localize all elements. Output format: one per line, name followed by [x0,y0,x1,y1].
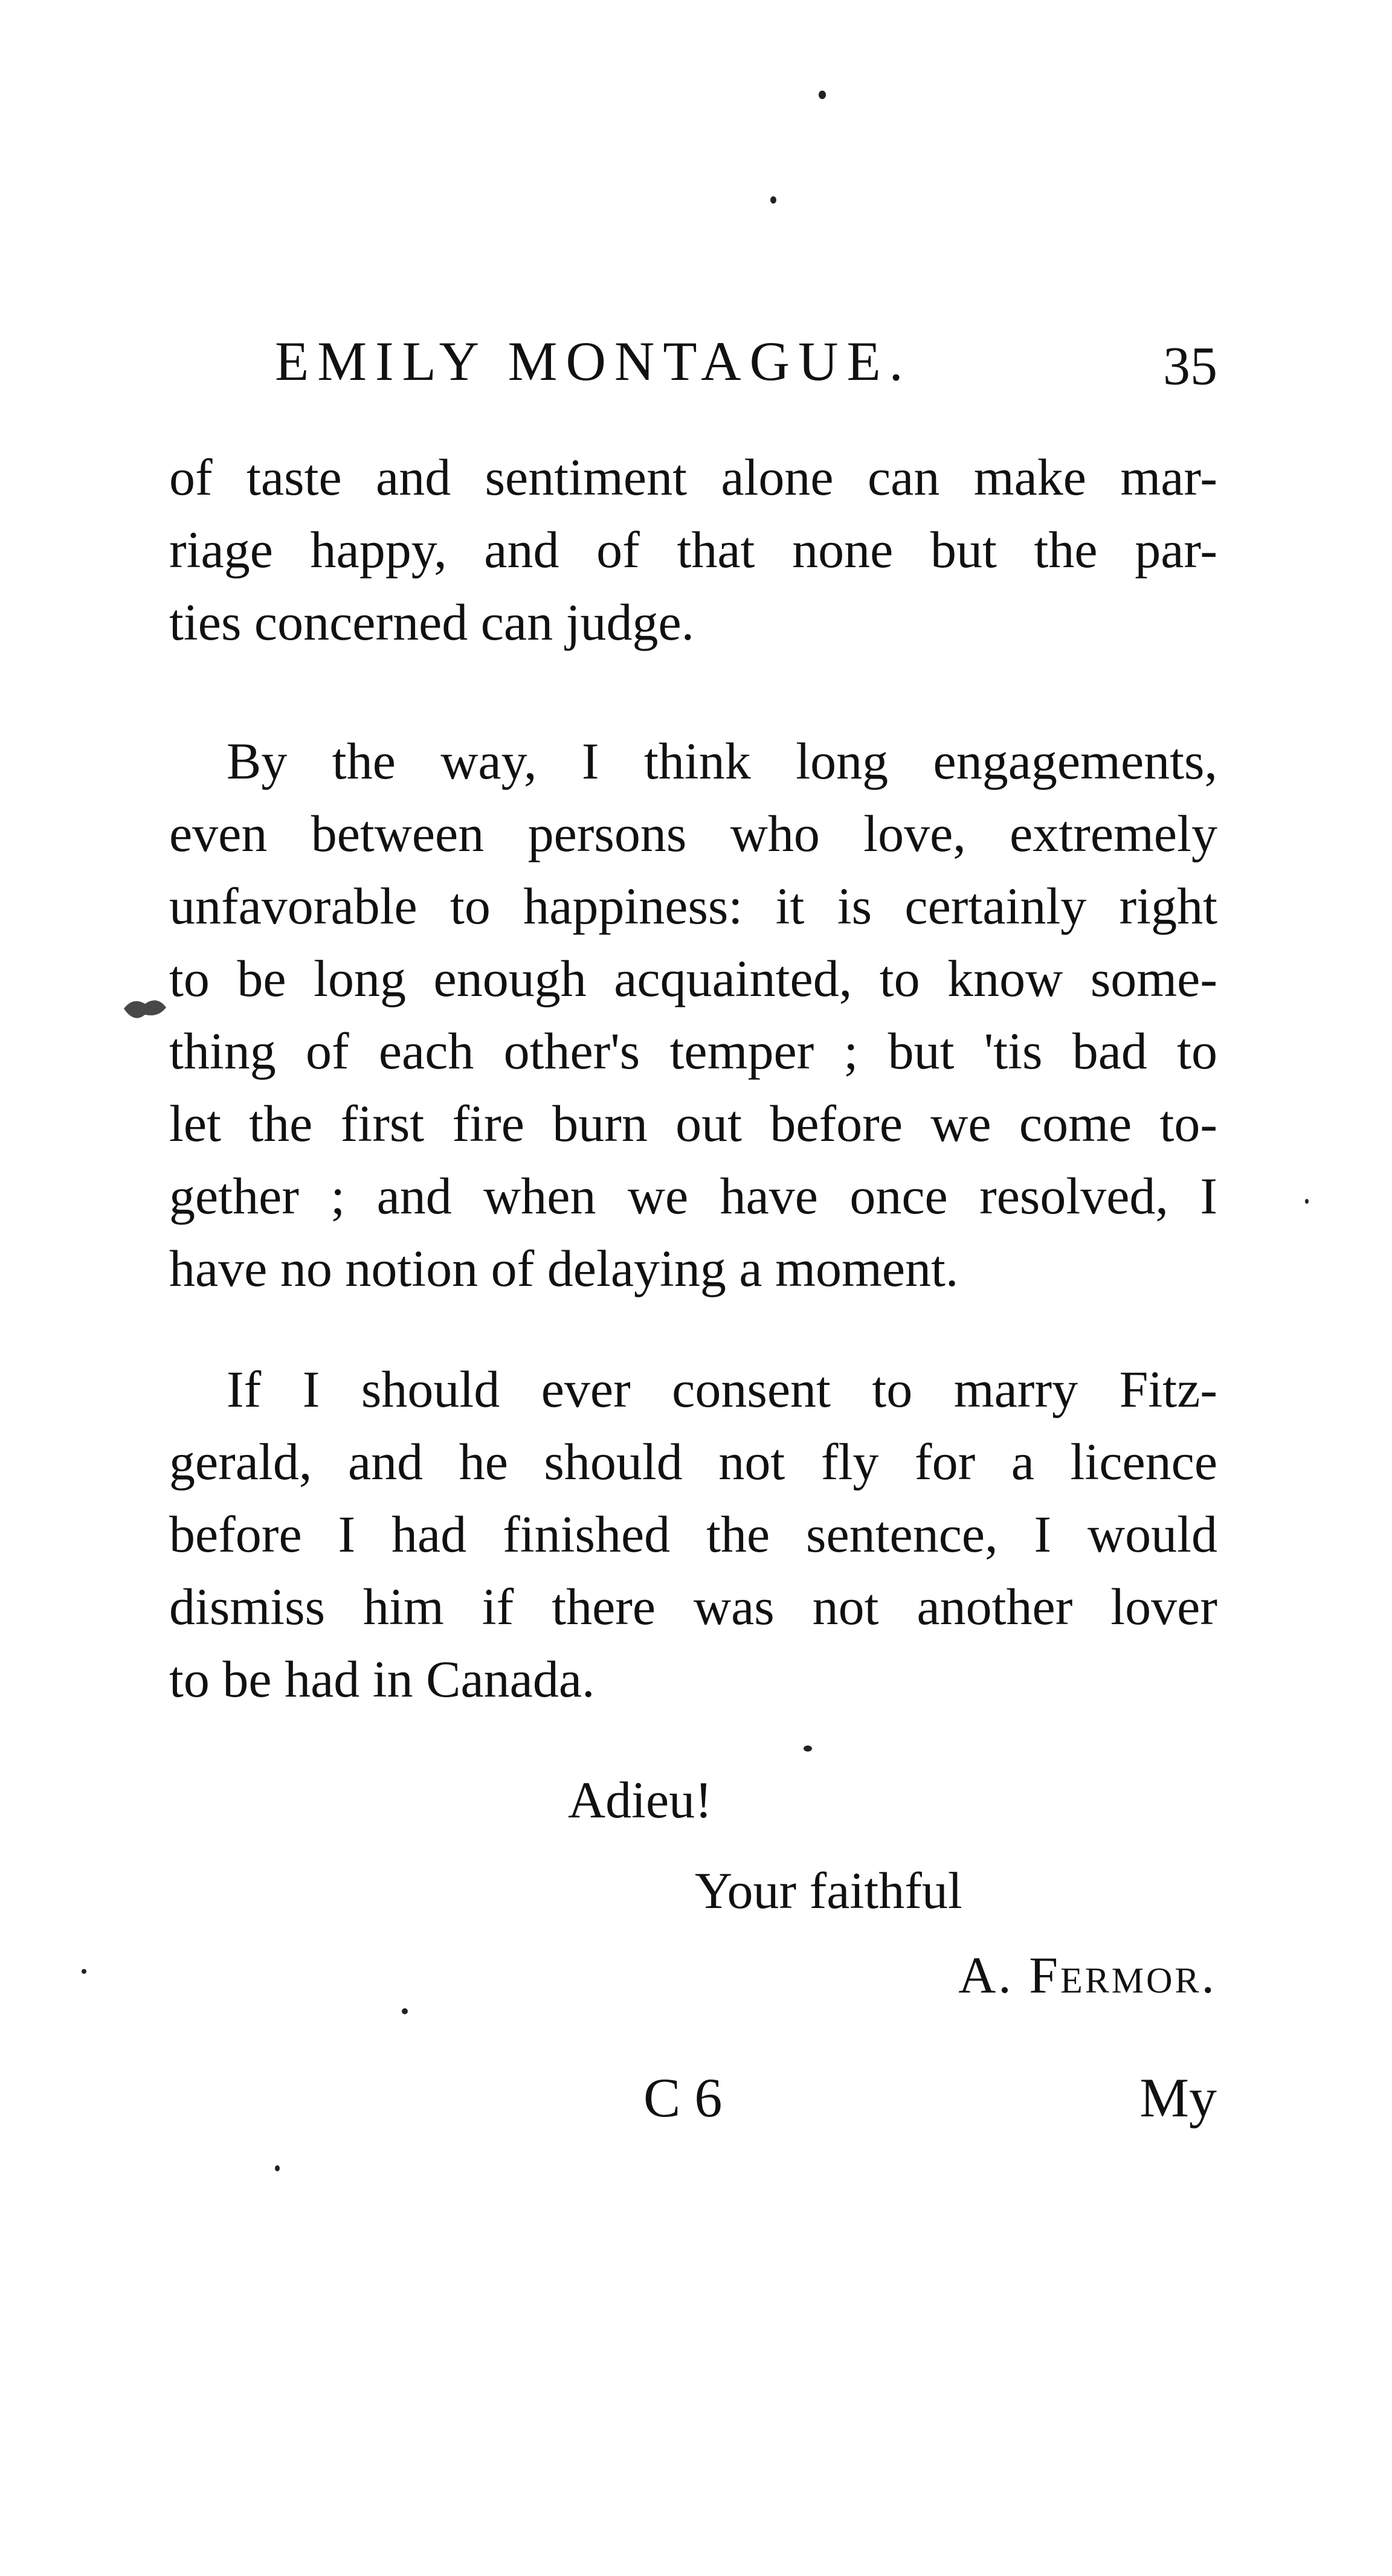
text-line: ties concerned can judge. [169,593,695,651]
text-line: gerald, and he should not fly for a licence [169,1433,1217,1491]
paper-speck [402,2008,408,2014]
paragraph-1 [169,441,1217,658]
text-line: thing of each other's temper ; but 'tis bad to [169,1022,1217,1080]
text-line: unfavorable to happiness: it is certainly right [169,877,1217,935]
page-number: 35 [1163,336,1217,396]
text-line: By the way, I think long engagements, [227,732,1217,790]
text-line: riage happy, and of that none but the par- [169,521,1217,579]
paper-speck [1305,1199,1309,1204]
text-line: before I had finished the sentence, I would [169,1505,1217,1563]
text-line: even between persons who love, extremely [169,805,1217,862]
closing-adieu: Adieu! [568,1771,712,1829]
paragraph-3 [169,1353,1217,1715]
paper-speck [804,1746,812,1752]
page-header [275,329,1217,402]
paper-speck [275,2165,280,2171]
text-line: let the first fire burn out before we come to- [169,1094,1217,1152]
catchword: My [1139,2067,1217,2128]
text-line: to be had in Canada. [169,1650,595,1708]
text-line: If I should ever consent to marry Fitz- [227,1360,1217,1418]
running-title: EMILY MONTAGUE. [275,330,912,392]
text-line: gether ; and when we have once resolved, I [169,1167,1217,1225]
text-line: dismiss him if there was not another lover [169,1578,1217,1636]
text-line: of taste and sentiment alone can make mar- [169,448,1217,506]
letter-signature: A. Fermor. [958,1946,1217,2004]
closing-yours: Your faithful [695,1861,962,1919]
text-line: to be long enough acquainted, to know some- [169,949,1217,1007]
paper-speck [770,196,776,204]
signature-mark: C 6 [643,2067,723,2128]
paragraph-2 [169,725,1217,1305]
paper-speck [819,91,826,99]
paper-speck [82,1969,86,1974]
ink-blot [121,991,169,1027]
text-line: have no notion of delaying a moment. [169,1239,959,1297]
